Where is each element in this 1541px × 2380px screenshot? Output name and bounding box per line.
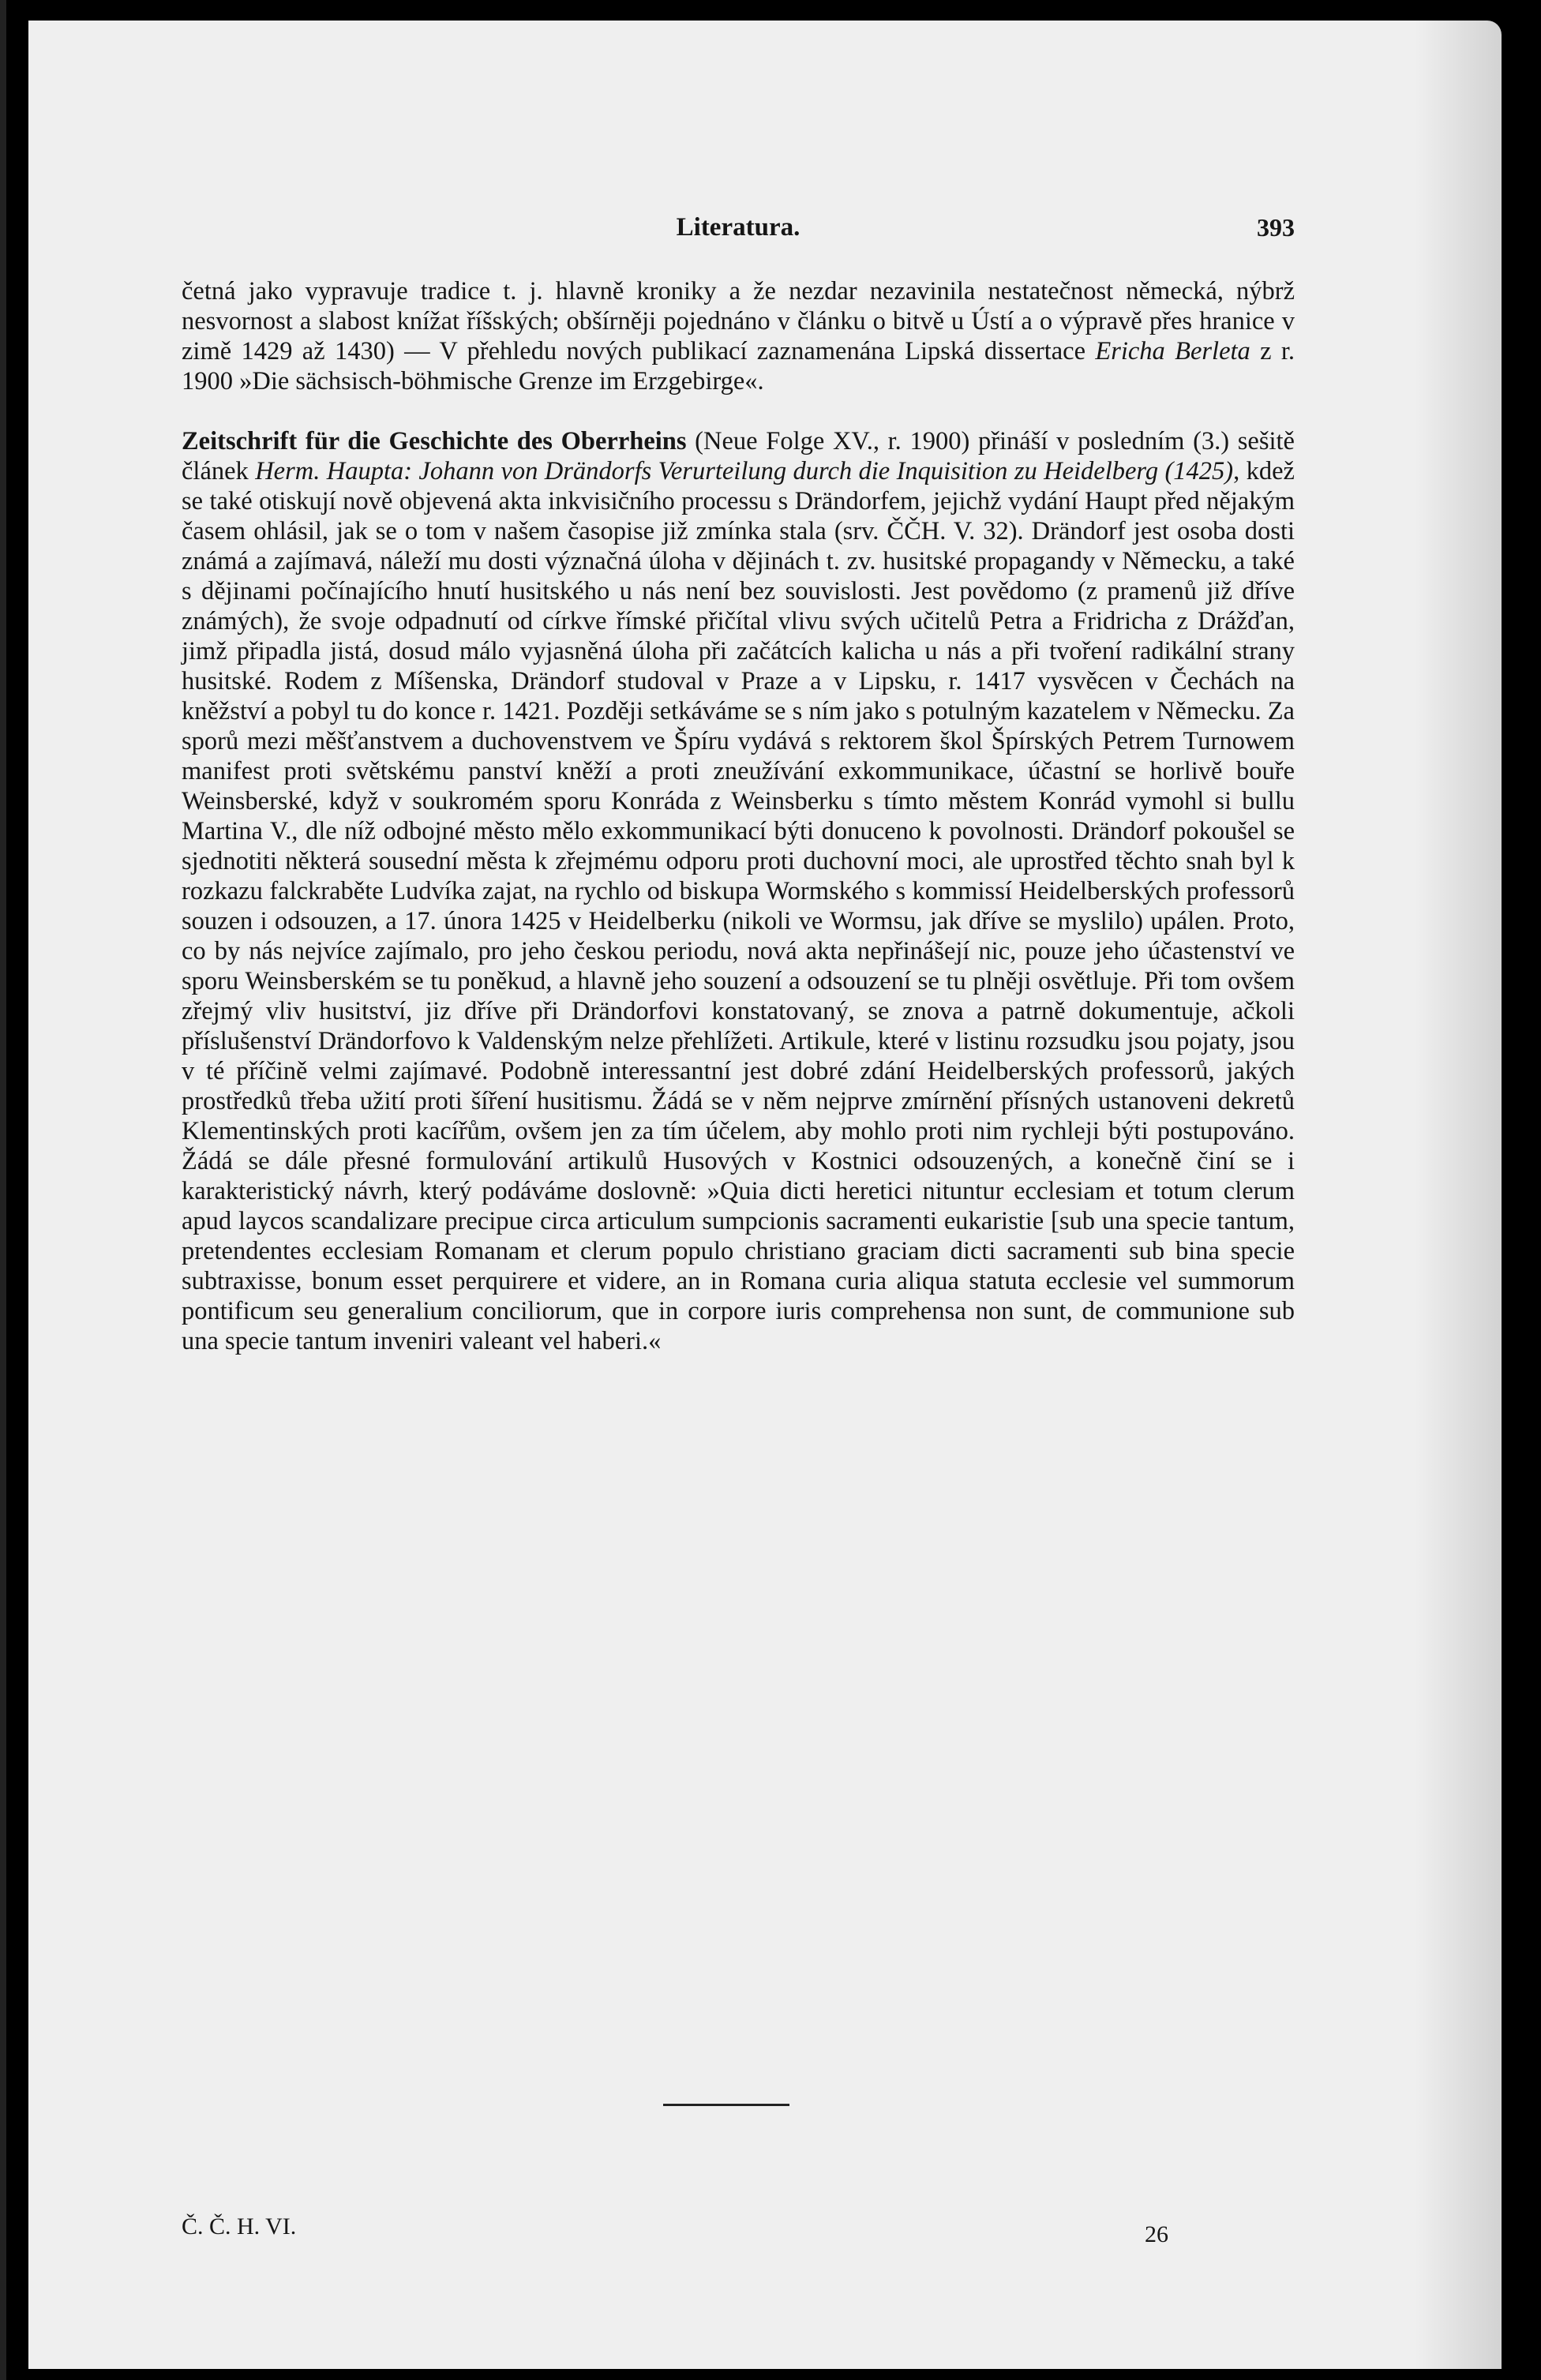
paragraph-text: (Neue Folge XV., r. 1900) přináší v posledním (3.) sešitě článek <box>182 427 1295 485</box>
page-header <box>182 213 1295 253</box>
paragraph-text: , kdež se také otiskují nově objevená akta inkvisičního processu s Drändorfem, jejichž vydání Haupt před nějakým časem ohlásil, jak se o tom v našem časopise již zmínka stala (srv. ČČH. V. 32). Drändorf jest osoba dosti známá a zajímavá, náleží mu dosti význačná úloha v dějinách t. zv. husitské propagandy v Německu, a také s dějinami počínajícího hnutí husitského u nás není bez souvislosti. Jest povědomo (z pramenů již dříve známých), že svoje odpadnutí od církve římské přičítal vlivu svých učitelů Petra a Fridricha z Drážďan, jimž připadla jistá, dosud málo vyjasněná úloha při začátcích kalicha u nás a při tvoření radikální strany husitské. Rodem z Míšenska, Drändorf studoval v Praze a v Lipsku, r. 1417 vysvěcen v Čechách na kněžství a pobyl tu do konce r. 1421. Později setkáváme se s ním jako s potulným kazatelem v Německu. Za sporů mezi měšťanstvem a duchovenstvem ve Špíru vydává s rektorem škol Špírských Petrem Turnowem manifest proti světskému panství kněží a proti zneužívání exkommunikace, účastní se horlivě bouře Weinsberské, když v soukromém sporu Konráda z Weinsberku s tímto městem Konrád vymohl si bullu Martina V., dle níž odbojné město mělo exkommunikací býti donuceno k povolnosti. Drändorf pokoušel se sjednotiti některá sousední města k zřejmému odporu proti duchovní moci, ale uprostřed těchto snah byl k rozkazu falckraběte Ludvíka zajat, na rychlo od biskupa Wormského s kommissí Heidelberských professorů souzen i odsouzen, a 17. února 1425 v Heidelberku (nikoli ve Wormsu, jak dříve se myslilo) upálen. Proto, co by nás nejvíce zajímalo, pro jeho českou periodu, nová akta nepřinášejí nic, pouze jeho účastenství ve sporu Weinsberském se tu poněkud, a hlavně jeho souzení a odsouzení se tu plněji osvětluje. Při tom ovšem zřejmý vliv husitství, jiz dříve při Drändorfovi konstatovaný, se znova a patrně dokumentuje, ačkoli příslušenství Drändorfovo k Valdenským nelze přehlížeti. Artikule, které v listinu rozsudku jsou pojaty, jsou v té příčině velmi zajímavé. Podobně interessantní jest dobré zdání Heidelberských professorů, jakých prostředků třeba užití proti šíření husitismu. Žádá se v něm nejprve zmírnění přísných ustanoveni dekretů Klementinských proti kacířům, ovšem jen za tím účelem, aby mohlo proti nim rychleji býti postupováno. Žádá se dále přesné formulování artikulů Husových v Kostnici odsouzených, a konečně činí se i karakteristický návrh, který podáváme doslovně: »Quia dicti heretici nituntur ecclesiam et totum clerum apud laycos scandalizare precipue circa articulum sumpcionis sacramenti eukaristie [sub una specie tantum, pretendentes ecclesiam Romanam et clerum populo christiano graciam dicti sacramenti sub bina specie subtraxisse, bonum esset perquirere et videre, an in Romana curia aliqua statuta ecclesie vel summorum pontificum seu generalium conciliorum, que in corpore iuris comprehensa non sunt, de communione sub una specie tantum inveniri valeant vel haberi.« <box>182 457 1295 1355</box>
sheet-number: 26 <box>1145 2221 1168 2247</box>
article-body <box>182 276 1295 1356</box>
paragraph-drandorf <box>182 426 1295 1356</box>
author-name: Ericha Berleta <box>1095 337 1250 365</box>
book-binding-edge <box>0 0 6 2380</box>
running-title: Literatura. <box>676 213 800 242</box>
page-footer <box>182 2213 1168 2253</box>
periodical-title: Zeitschrift für die Geschichte des Oberrheins <box>182 427 687 455</box>
page-edge-shadow <box>1415 21 1502 2369</box>
paragraph-text: z r. 1900 »Die sächsisch-böhmische Grenze im Erzgebirge«. <box>182 337 1295 395</box>
section-divider <box>663 2104 789 2106</box>
page-number: 393 <box>1257 213 1295 242</box>
paragraph-text: četná jako vypravuje tradice t. j. hlavně kroniky a že nezdar nezavinila nestatečnost německá, nýbrž nesvornost a slabost knížat říšských; obšírněji pojednáno v článku o bitvě u Ústí a o výpravě přes hranice v zimě 1429 až 1430) — V přehledu nových publikací zaznamenána Lipská dissertace <box>182 277 1295 365</box>
paragraph-grenze-dissertation <box>182 276 1295 396</box>
sheet-signature: Č. Č. H. VI. <box>182 2213 297 2239</box>
article-citation: Herm. Haupta: Johann von Drändorfs Verurteilung durch die Inquisition zu Heidelberg (1425) <box>255 457 1234 485</box>
